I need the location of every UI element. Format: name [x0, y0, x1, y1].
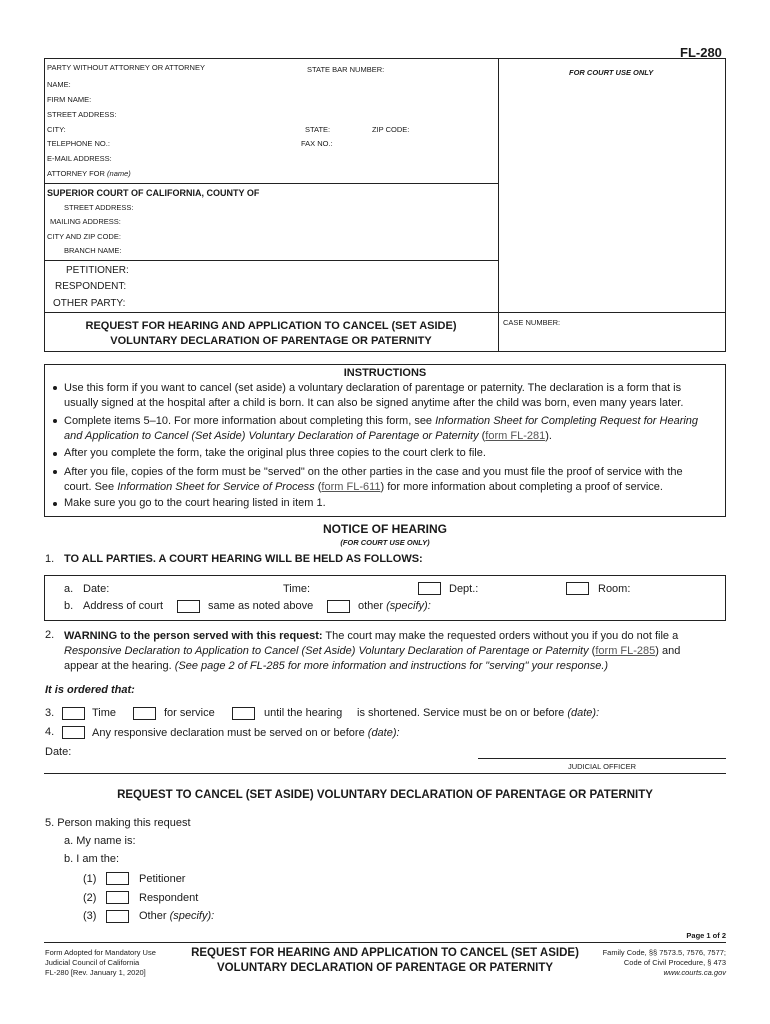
item1b-label: b. — [64, 600, 74, 612]
bullet — [53, 452, 57, 456]
judicial-officer-signature-line — [478, 758, 726, 759]
item1-number: 1. — [45, 553, 55, 565]
other-person-checkbox[interactable] — [106, 910, 129, 923]
adopted-info — [45, 948, 156, 978]
petitioner-option-label: Petitioner — [139, 873, 186, 885]
name-label: NAME: — [47, 80, 71, 89]
item5-label: 5. Person making this request — [45, 817, 191, 829]
respondent-option-label: Respondent — [139, 892, 199, 904]
warning-see-page: (See page 2 of FL-285 for more information and instructions for "serving" your response.) — [174, 660, 609, 672]
option1-number: (1) — [83, 873, 97, 885]
for-service-checkbox[interactable] — [133, 707, 156, 720]
fl-285-link[interactable]: form FL-285 — [595, 645, 656, 657]
bullet — [53, 419, 57, 423]
for-service-label: for service — [164, 707, 215, 719]
same-as-noted-checkbox[interactable] — [177, 600, 200, 613]
code-line1: Family Code, §§ 7573.5, 7576, 7577; — [602, 948, 726, 957]
instruction-3: After you complete the form, take the original plus three copies to the court clerk to file. — [64, 447, 486, 459]
attorney-for-text: ATTORNEY FOR — [47, 169, 105, 178]
instructions-heading: INSTRUCTIONS — [343, 367, 427, 379]
attorney-for-label — [47, 169, 131, 178]
attorney-for-name: (name) — [107, 169, 131, 178]
item1a-label: a. — [64, 583, 74, 595]
room-checkbox[interactable] — [566, 582, 589, 595]
adopted-line3: FL-280 [Rev. January 1, 2020] — [45, 968, 146, 977]
bullet — [53, 470, 57, 474]
courts-website: www.courts.ca.gov — [663, 968, 726, 977]
time-checkbox[interactable] — [62, 707, 85, 720]
other-text: other — [358, 600, 384, 612]
adopted-line2: Judicial Council of California — [45, 958, 140, 967]
notice-sub: (FOR COURT USE ONLY) — [340, 538, 430, 547]
option3-number: (3) — [83, 910, 97, 922]
responsive-text — [92, 727, 400, 739]
shortened-date-label: (date): — [567, 707, 600, 719]
header-grid — [44, 58, 726, 352]
until-hearing-checkbox[interactable] — [232, 707, 255, 720]
other-specify: (specify): — [386, 600, 431, 612]
instruction-4-text: court. See — [64, 481, 118, 493]
item3-number: 3. — [45, 707, 55, 719]
instruction-2-close: ). — [545, 430, 552, 442]
same-as-noted-label: same as noted above — [208, 600, 314, 612]
shortened-label: is shortened. Service must be on or before — [357, 707, 565, 719]
fl-281-link[interactable]: form FL-281 — [485, 430, 546, 442]
notice-heading: NOTICE OF HEARING — [322, 522, 447, 536]
responsive-date-label: (date): — [367, 727, 400, 739]
form-title-line2: VOLUNTARY DECLARATION OF PARENTAGE OR PATERNITY — [110, 335, 432, 347]
item2-number: 2. — [45, 629, 55, 641]
petitioner-checkbox[interactable] — [106, 872, 129, 885]
i-am-the-label: b. I am the: — [64, 853, 120, 865]
warning-close: ) and — [655, 645, 681, 657]
option2-number: (2) — [83, 892, 97, 904]
footer-title-line2: VOLUNTARY DECLARATION OF PARENTAGE OR PATERNITY — [216, 962, 554, 974]
instruction-2 — [64, 414, 698, 444]
code-line2: Code of Civil Procedure, § 473 — [623, 958, 726, 967]
form-title — [44, 319, 498, 349]
fax-label: FAX NO.: — [301, 139, 333, 148]
footer-title-line1: REQUEST FOR HEARING AND APPLICATION TO CANCEL (SET ASIDE) — [191, 947, 579, 959]
warning-line3: appear at the hearing. — [64, 660, 175, 672]
responsive-checkbox[interactable] — [62, 726, 85, 739]
instruction-2-ref: Information Sheet for Completing Request for Hearing — [435, 415, 699, 427]
court-street-label: STREET ADDRESS: — [64, 203, 134, 212]
my-name-label: a. My name is: — [64, 835, 136, 847]
instruction-1 — [64, 381, 683, 411]
instruction-5: Make sure you go to the court hearing listed in item 1. — [64, 497, 326, 509]
instruction-4-line1: After you file, copies of the form must be "served" on the other parties in the case and you must file the proof of service with the — [64, 466, 683, 478]
other-address-label — [358, 600, 431, 612]
judicial-officer-label: JUDICIAL OFFICER — [567, 762, 637, 771]
request-heading: REQUEST TO CANCEL (SET ASIDE) VOLUNTARY DECLARATION OF PARENTAGE OR PATERNITY — [117, 789, 653, 801]
email-label: E-MAIL ADDRESS: — [47, 154, 112, 163]
instruction-4-close: ) for more information about completing a proof of service. — [380, 481, 663, 493]
parties-title-divider — [44, 312, 726, 313]
page-number: Page 1 of 2 — [686, 931, 726, 940]
court-parties-divider — [44, 260, 498, 261]
instruction-4 — [64, 465, 683, 495]
state-label: STATE: — [305, 125, 331, 134]
court-title: SUPERIOR COURT OF CALIFORNIA, COUNTY OF — [47, 188, 260, 198]
respondent-label: RESPONDENT: — [55, 281, 127, 292]
adopted-line1: Form Adopted for Mandatory Use — [45, 948, 156, 957]
warning-bold: WARNING to the person served with this request: — [64, 630, 323, 642]
phone-label: TELEPHONE NO.: — [47, 139, 110, 148]
other-option-specify: (specify): — [169, 910, 215, 922]
section-divider — [44, 773, 726, 774]
bullet — [53, 386, 57, 390]
warning-line1: The court may make the requested orders without you if you do not file a — [322, 630, 679, 642]
item4-number: 4. — [45, 726, 55, 738]
form-title-line1: REQUEST FOR HEARING AND APPLICATION TO CANCEL (SET ASIDE) — [85, 320, 457, 332]
street-label: STREET ADDRESS: — [47, 110, 117, 119]
dept-label: Dept.: — [449, 583, 479, 595]
warning-form-ref: Responsive Declaration to Application to Cancel (Set Aside) Voluntary Declaration of Parentage or Paternity — [64, 645, 589, 657]
court-use-divider — [498, 58, 499, 352]
party-court-divider — [44, 183, 498, 184]
hearing-box — [44, 575, 726, 621]
other-address-checkbox[interactable] — [327, 600, 350, 613]
other-option-text: Other — [139, 910, 167, 922]
instruction-1-line2: usually signed at the hospital after a child is born. It can also be signed anytime after the child was born, even many years later. — [64, 397, 684, 409]
responsive-label: Any responsive declaration must be served on or before — [92, 727, 365, 739]
address-of-court-label: Address of court — [83, 600, 164, 612]
shortened-text — [357, 707, 599, 719]
zip-label: ZIP CODE: — [372, 125, 410, 134]
instruction-2-text: Complete items 5–10. For more information about completing this form, see — [64, 415, 436, 427]
until-hearing-label: until the hearing — [264, 707, 343, 719]
form-number: FL-280 — [680, 45, 722, 60]
firm-label: FIRM NAME: — [47, 95, 92, 104]
instruction-4-paren: ( — [314, 481, 322, 493]
court-mailing-label: MAILING ADDRESS: — [50, 217, 121, 226]
court-branch-label: BRANCH NAME: — [64, 246, 122, 255]
dept-checkbox[interactable] — [418, 582, 441, 595]
respondent-checkbox[interactable] — [106, 891, 129, 904]
other-option-label — [139, 910, 214, 922]
room-label: Room: — [598, 583, 631, 595]
court-use-label: FOR COURT USE ONLY — [569, 68, 654, 77]
code-citations — [560, 948, 726, 978]
ordered-label: It is ordered that: — [45, 684, 135, 696]
city-label: CITY: — [47, 125, 66, 134]
hearing-date-label: Date: — [83, 583, 110, 595]
party-label: PARTY WITHOUT ATTORNEY OR ATTORNEY — [47, 63, 205, 72]
instruction-2-paren: ( — [478, 430, 486, 442]
footer-rule — [44, 942, 726, 943]
case-number-label: CASE NUMBER: — [503, 318, 561, 327]
footer-title — [170, 946, 600, 976]
item1-text: TO ALL PARTIES. A COURT HEARING WILL BE HELD AS FOLLOWS: — [64, 553, 423, 565]
state-bar-label: STATE BAR NUMBER: — [307, 65, 385, 74]
bullet — [53, 502, 57, 506]
fl-611-link[interactable]: form FL-611 — [321, 481, 381, 493]
warning-text — [64, 629, 680, 674]
order-date-label: Date: — [45, 746, 72, 758]
time-label: Time — [92, 707, 117, 719]
instruction-2-ref-cont: and Application to Cancel (Set Aside) Voluntary Declaration of Parentage or Paternity — [64, 430, 479, 442]
instruction-4-ref: Information Sheet for Service of Process — [117, 481, 315, 493]
court-city-zip-label: CITY AND ZIP CODE: — [47, 232, 121, 241]
instruction-1-line1: Use this form if you want to cancel (set aside) a voluntary declaration of parentage or paternity. The declaration is a form that is — [64, 382, 682, 394]
petitioner-label: PETITIONER: — [66, 265, 129, 276]
warning-paren: ( — [588, 645, 596, 657]
other-party-label: OTHER PARTY: — [53, 298, 126, 309]
hearing-time-label: Time: — [283, 583, 311, 595]
